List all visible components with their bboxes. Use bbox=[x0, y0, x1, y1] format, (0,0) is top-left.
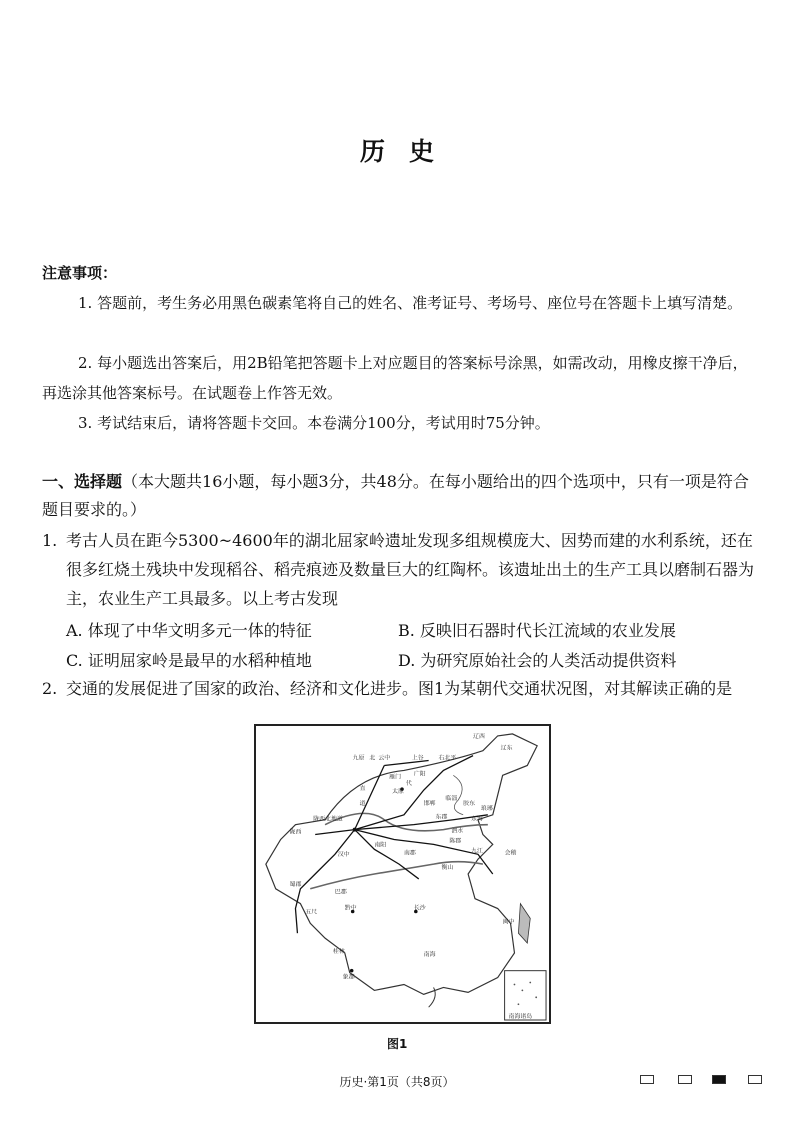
question-2 bbox=[42, 674, 754, 703]
mainland-outline bbox=[266, 734, 537, 994]
label-taiyuan: 太原 bbox=[392, 789, 404, 796]
figure-caption: 图1 bbox=[387, 1037, 408, 1051]
option-a[interactable]: A. 体现了中华文明多元一体的特征 bbox=[66, 621, 312, 640]
island-dot bbox=[535, 996, 537, 998]
label-nanjun: 南郡 bbox=[403, 850, 416, 857]
road-east bbox=[355, 815, 488, 830]
label-donghai: 东海 bbox=[471, 816, 483, 823]
city-markers bbox=[350, 787, 418, 972]
page-marks bbox=[640, 1075, 780, 1087]
yellow-river bbox=[325, 813, 488, 830]
road-west bbox=[315, 830, 354, 835]
question-1 bbox=[42, 526, 754, 613]
straight-road bbox=[355, 765, 385, 829]
notice-item-1: 1. 答题前，考生务必用黑色碳素笔将自己的姓名、准考证号、考场号、座位号在答题卡上填写清楚。 bbox=[78, 294, 743, 312]
map-graphic bbox=[256, 726, 549, 1022]
label-jiujiang: 九江 bbox=[471, 848, 483, 855]
label-minzhong: 闽中 bbox=[502, 919, 515, 926]
label-hengshan: 衡山 bbox=[441, 865, 454, 872]
island-dot bbox=[529, 982, 531, 984]
question-number: 1. bbox=[42, 531, 58, 550]
label-jiuyuan: 九原 bbox=[352, 755, 365, 762]
section-instructions: （本大题共16小题，每小题3分，共48分。在每小题给出的四个选项中，只有一项是符合题目要求的。） bbox=[42, 472, 749, 519]
registration-mark-filled bbox=[712, 1075, 726, 1084]
taiwan-island bbox=[518, 904, 530, 943]
registration-mark bbox=[678, 1075, 692, 1084]
inset-box bbox=[505, 971, 546, 1020]
hainan-coast bbox=[429, 987, 436, 1007]
label-bajun: 巴郡 bbox=[334, 889, 347, 896]
label-dongjun: 东郡 bbox=[435, 814, 448, 821]
city-marker bbox=[350, 969, 354, 973]
yangtze-river bbox=[310, 862, 483, 889]
label-handan: 邯郸 bbox=[423, 800, 436, 807]
label-nanhai: 南海 bbox=[423, 951, 436, 958]
map-labels bbox=[290, 732, 533, 1020]
notice-heading: 注意事项： bbox=[42, 264, 118, 282]
island-dot bbox=[514, 984, 516, 986]
label-zhi: 直 bbox=[359, 786, 366, 793]
page-title: 历史 bbox=[359, 137, 458, 166]
label-xiangjun: 象郡 bbox=[342, 974, 355, 981]
label-guilin: 桂林 bbox=[332, 948, 345, 955]
label-linzi: 临淄 bbox=[445, 796, 458, 803]
road-southwest bbox=[295, 830, 354, 934]
label-yanmen: 雁门 bbox=[389, 774, 402, 781]
registration-mark bbox=[640, 1075, 654, 1084]
label-youbeiping: 右北平 bbox=[438, 755, 457, 762]
label-liaodong: 辽东 bbox=[500, 745, 513, 752]
island-dot bbox=[518, 1003, 520, 1005]
label-longxi: 陇西 bbox=[289, 829, 302, 836]
label-hanzhong: 汉中 bbox=[337, 852, 350, 859]
section-heading bbox=[42, 468, 754, 524]
label-liaoxi: 辽西 bbox=[473, 733, 485, 740]
label-wuchi: 五尺 bbox=[305, 909, 318, 916]
option-c[interactable]: C. 证明屈家岭是最早的水稻种植地 bbox=[66, 651, 312, 670]
label-inset: 南海诸岛 bbox=[508, 1014, 533, 1021]
label-chenjun: 陈郡 bbox=[449, 838, 462, 845]
label-dao: 道 bbox=[359, 800, 366, 807]
label-shujun: 蜀郡 bbox=[289, 881, 302, 888]
option-b[interactable]: B. 反映旧石器时代长江流域的农业发展 bbox=[398, 621, 676, 640]
registration-mark bbox=[748, 1075, 762, 1084]
label-longxibeidi: 陇西北地道 bbox=[313, 816, 343, 823]
question-number: 2. bbox=[42, 679, 58, 698]
notice-item-2: 2. 每小题选出答案后，用2B铅笔把答题卡上对应题目的答案标号涂黑，如需改动，用橡皮擦干净后，再选涂其他答案标号。在试题卷上作答无效。 bbox=[42, 354, 748, 402]
section-title: 一、选择题 bbox=[42, 472, 123, 491]
label-langya: 琅琊 bbox=[480, 805, 493, 812]
figure-1-map bbox=[254, 724, 551, 1024]
island-dot bbox=[521, 990, 523, 992]
label-nanyang: 南阳 bbox=[374, 842, 387, 849]
label-yunzhong: 云中 bbox=[378, 755, 391, 762]
option-d[interactable]: D. 为研究原始社会的人类活动提供资料 bbox=[398, 651, 677, 670]
label-shanggu: 上谷 bbox=[411, 755, 424, 762]
question-stem: 交通的发展促进了国家的政治、经济和文化进步。图1为某朝代交通状况图，对其解读正确的是 bbox=[66, 679, 733, 698]
label-changsha: 长沙 bbox=[413, 905, 426, 912]
road-network bbox=[295, 756, 492, 934]
label-kuaiji: 会稽 bbox=[504, 850, 517, 857]
label-guangyang: 广阳 bbox=[413, 771, 426, 778]
notice-item-3: 3. 考试结束后，请将答题卡交回。本卷满分100分，考试用时75分钟。 bbox=[78, 414, 550, 432]
city-marker bbox=[353, 828, 357, 832]
page-footer: 历史·第1页（共8页） bbox=[339, 1075, 455, 1089]
question-stem: 考古人员在距今5300~4600年的湖北屈家岭遗址发现多组规模庞大、因势而建的水利系统，还在很多红烧土残块中发现稻谷、稻壳痕迹及数量巨大的红陶杯。该遗址出土的生产工具以磨制石器为主，农业生产工具最多。以上考古发现 bbox=[66, 531, 755, 608]
label-jiaodong: 胶东 bbox=[463, 800, 475, 807]
label-sishui: 泗水 bbox=[451, 828, 464, 835]
label-dai: 代 bbox=[405, 781, 412, 788]
label-beidi: 北 bbox=[369, 755, 376, 762]
label-qianzhong: 黔中 bbox=[344, 905, 357, 912]
